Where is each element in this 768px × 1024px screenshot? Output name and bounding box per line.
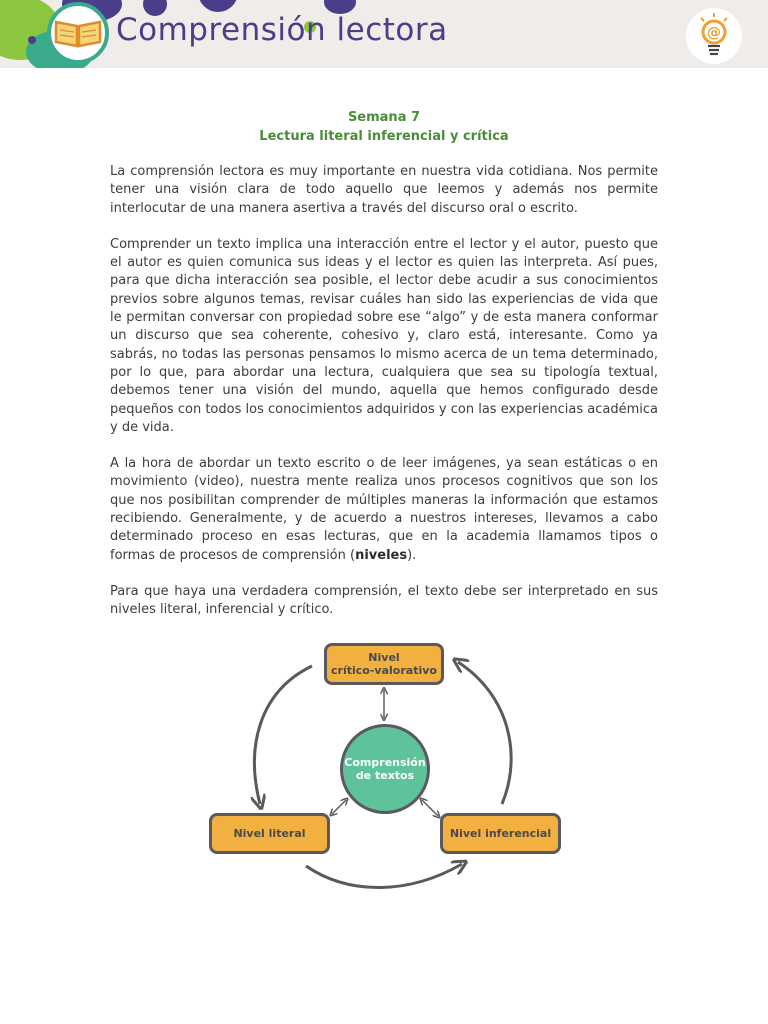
lesson-title: Lectura literal inferencial y crítica bbox=[259, 129, 509, 144]
paragraph-1: La comprensión lectora es muy importante en nuestra vida cotidiana. Nos permite tener una visión clara de todo aquello que leemos y además nos permite interlocutar de una manera asertiva a través del discurso oral o escrito. bbox=[110, 164, 658, 216]
badge-circle bbox=[686, 8, 742, 64]
paragraph-3 bbox=[110, 455, 658, 565]
comprehension-levels-diagram bbox=[200, 636, 570, 898]
svg-text:@: @ bbox=[707, 25, 721, 41]
paragraph-3-end: ). bbox=[407, 547, 417, 563]
center-line1: Comprensión bbox=[344, 756, 426, 769]
week-heading: Semana 7 bbox=[347, 110, 421, 125]
paragraph-3-text: A la hora de abordar un texto escrito o de leer imágenes, ya sean estáticas o en movimiento (video), nuestra mente realiza unos procesos cognitivos que son los que nos posibilitan comprender de múltiples maneras la información que estamos recibiendo. Generalmente, y de acuerdo a nuestros intereses, llevamos a cabo determinado proceso en esas lecturas, que en la academia llamamos tipos o formas de procesos de comprensión ( bbox=[110, 456, 658, 563]
paragraph-4: Para que haya una verdadera comprensión, el texto debe ser interpretado en sus niveles literal, inferencial y crítico. bbox=[110, 583, 658, 618]
paragraph-2: Comprender un texto implica una interacción entre el lector y el autor, puesto que el autor es quien comunica sus ideas y el lector es quien las interpreta. Así pues, para que dicha interacción sea posible, el lector debe acudir a sus conocimientos previos sobre algunos temas, revisar cuáles han sido las experiencias de vida que le permitan conversar con propiedad sobre ese “algo” y de esta manera conformar un discurso que sea coherente, cohesivo y, claro está, interesante. Como ya sabrás, no todas las personas pensamos lo mismo acerca de un tema determinado, por lo que, para abordar una lectura, cualquiera que sea su tipología textual, debemos tener una visión del mundo, aquella que hemos configurado desde pequeños con todos los conocimientos adquiridos y con las experiencias académica y de vida. bbox=[110, 236, 658, 435]
purple-dot-large bbox=[198, 0, 238, 12]
header-banner bbox=[0, 0, 768, 68]
brand-title: Comprensión lectora bbox=[116, 12, 448, 48]
double-arrow-right bbox=[422, 800, 438, 816]
critical-level-line2: crítico-valorativo bbox=[331, 664, 437, 677]
critical-level-line1: Nivel bbox=[368, 651, 400, 664]
center-circle bbox=[340, 724, 430, 814]
inferential-level-label: Nivel inferencial bbox=[449, 827, 552, 840]
niveles-bold: niveles bbox=[355, 547, 408, 563]
arrow-critical-to-literal bbox=[254, 666, 312, 804]
lightbulb-at-icon bbox=[686, 8, 742, 64]
center-line2: de textos bbox=[355, 769, 415, 782]
arrow-inferential-to-critical bbox=[458, 662, 511, 804]
double-arrow-left bbox=[332, 800, 346, 814]
critical-level-box bbox=[324, 643, 444, 685]
small-dot bbox=[28, 36, 36, 44]
literal-level-label: Nivel literal bbox=[233, 827, 306, 840]
literal-level-box bbox=[209, 813, 330, 854]
arrow-literal-to-inferential bbox=[306, 864, 462, 888]
inferential-level-box bbox=[440, 813, 561, 854]
document-body bbox=[110, 108, 658, 620]
open-book-icon bbox=[56, 22, 100, 46]
